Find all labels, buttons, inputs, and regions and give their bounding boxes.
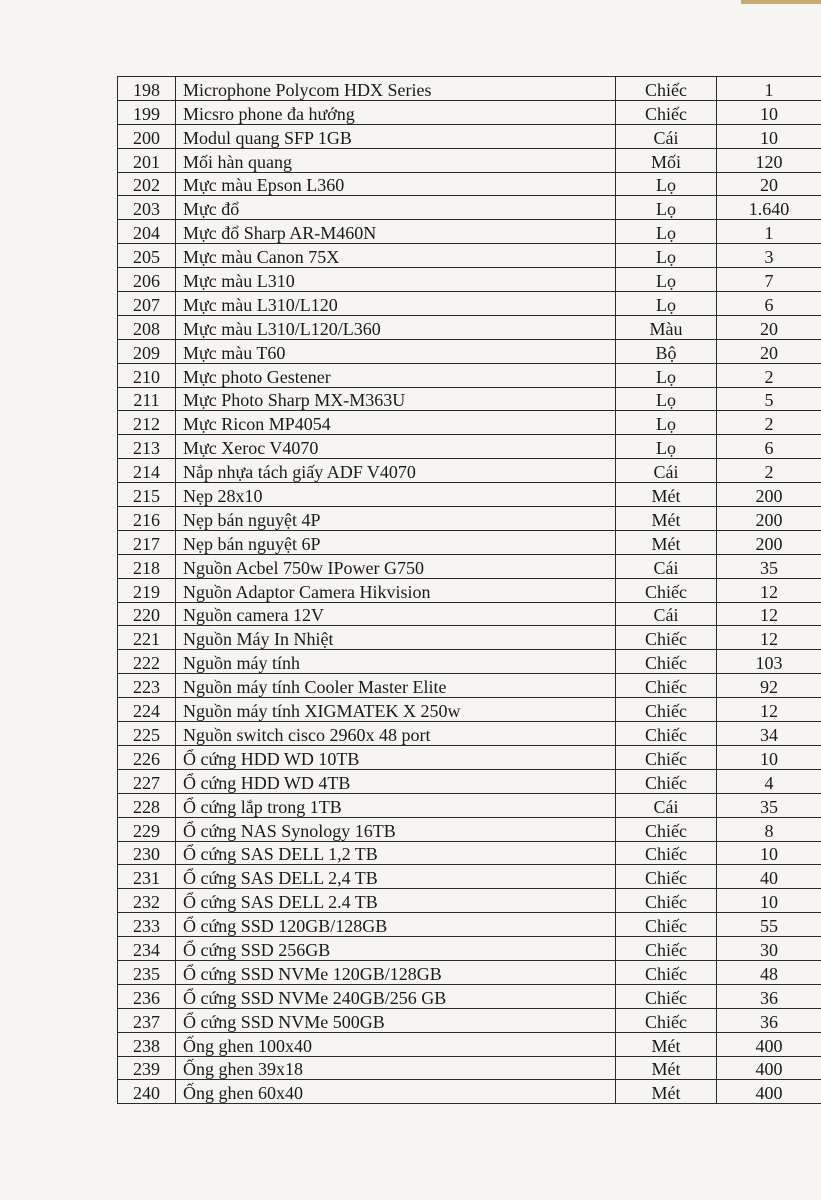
item-quantity: 2 (717, 411, 821, 435)
item-name: Nẹp bán nguyệt 4P (176, 507, 616, 531)
item-unit: Chiếc (616, 817, 717, 841)
item-name: Ổ cứng lắp trong 1TB (176, 793, 616, 817)
item-quantity: 10 (717, 124, 821, 148)
item-unit: Chiếc (616, 626, 717, 650)
table-row (118, 124, 821, 148)
item-name: Mực màu Epson L360 (176, 172, 616, 196)
item-name: Mực đổ (176, 196, 616, 220)
row-number: 203 (118, 196, 176, 220)
row-number: 223 (118, 674, 176, 698)
item-unit: Mét (616, 1056, 717, 1080)
item-unit: Bộ (616, 339, 717, 363)
table-row (118, 268, 821, 292)
row-number: 199 (118, 100, 176, 124)
item-name: Ống ghen 60x40 (176, 1080, 616, 1104)
stamp-bleed-mark (0, 555, 22, 569)
item-name: Ổ cứng SAS DELL 2.4 TB (176, 889, 616, 913)
item-quantity: 8 (717, 817, 821, 841)
item-unit: Mét (616, 1080, 717, 1104)
item-unit: Mét (616, 507, 717, 531)
item-quantity: 55 (717, 913, 821, 937)
row-number: 216 (118, 507, 176, 531)
item-name: Ổ cứng HDD WD 10TB (176, 745, 616, 769)
item-quantity: 12 (717, 626, 821, 650)
item-quantity: 1.640 (717, 196, 821, 220)
item-quantity: 12 (717, 602, 821, 626)
item-quantity: 200 (717, 530, 821, 554)
table-row (118, 148, 821, 172)
inventory-table (117, 76, 821, 1104)
item-unit: Lọ (616, 220, 717, 244)
row-number: 202 (118, 172, 176, 196)
item-name: Mực Ricon MP4054 (176, 411, 616, 435)
table-row (118, 865, 821, 889)
item-unit: Chiếc (616, 100, 717, 124)
item-name: Ổ cứng SAS DELL 2,4 TB (176, 865, 616, 889)
row-number: 217 (118, 530, 176, 554)
stamp-bleed-mark (0, 490, 22, 520)
row-number: 224 (118, 698, 176, 722)
table-row (118, 817, 821, 841)
item-quantity: 103 (717, 650, 821, 674)
row-number: 204 (118, 220, 176, 244)
table-row (118, 626, 821, 650)
item-unit: Chiếc (616, 674, 717, 698)
table-row (118, 77, 821, 101)
item-quantity: 48 (717, 960, 821, 984)
item-quantity: 6 (717, 292, 821, 316)
row-number: 219 (118, 578, 176, 602)
row-number: 201 (118, 148, 176, 172)
item-unit: Chiếc (616, 960, 717, 984)
item-name: Ống ghen 39x18 (176, 1056, 616, 1080)
item-unit: Cái (616, 793, 717, 817)
item-name: Mực màu Canon 75X (176, 244, 616, 268)
row-number: 227 (118, 769, 176, 793)
item-name: Nguồn Máy In Nhiệt (176, 626, 616, 650)
table-row (118, 889, 821, 913)
item-name: Ổ cứng SSD NVMe 120GB/128GB (176, 960, 616, 984)
item-unit: Mét (616, 1032, 717, 1056)
row-number: 230 (118, 841, 176, 865)
row-number: 240 (118, 1080, 176, 1104)
item-name: Nẹp 28x10 (176, 483, 616, 507)
table-row (118, 841, 821, 865)
row-number: 205 (118, 244, 176, 268)
item-name: Modul quang SFP 1GB (176, 124, 616, 148)
item-name: Mực đổ Sharp AR-M460N (176, 220, 616, 244)
row-number: 213 (118, 435, 176, 459)
item-name: Mực màu L310 (176, 268, 616, 292)
item-unit: Chiếc (616, 937, 717, 961)
table-row (118, 960, 821, 984)
item-unit: Chiếc (616, 77, 717, 101)
item-quantity: 200 (717, 507, 821, 531)
row-number: 226 (118, 745, 176, 769)
table-row (118, 387, 821, 411)
row-number: 228 (118, 793, 176, 817)
item-quantity: 34 (717, 722, 821, 746)
item-unit: Lọ (616, 292, 717, 316)
table-row (118, 507, 821, 531)
item-name: Mối hàn quang (176, 148, 616, 172)
row-number: 212 (118, 411, 176, 435)
table-row (118, 745, 821, 769)
item-quantity: 2 (717, 363, 821, 387)
table-row (118, 363, 821, 387)
row-number: 238 (118, 1032, 176, 1056)
row-number: 215 (118, 483, 176, 507)
item-name: Mực màu T60 (176, 339, 616, 363)
item-name: Nẹp bán nguyệt 6P (176, 530, 616, 554)
item-name: Mực Xeroc V4070 (176, 435, 616, 459)
item-unit: Chiếc (616, 745, 717, 769)
item-unit: Chiếc (616, 722, 717, 746)
row-number: 229 (118, 817, 176, 841)
row-number: 206 (118, 268, 176, 292)
row-number: 207 (118, 292, 176, 316)
item-name: Ống ghen 100x40 (176, 1032, 616, 1056)
table-row (118, 984, 821, 1008)
row-number: 210 (118, 363, 176, 387)
table-row (118, 530, 821, 554)
item-quantity: 10 (717, 841, 821, 865)
stamp-bleed-mark (0, 440, 22, 460)
item-quantity: 6 (717, 435, 821, 459)
item-unit: Chiếc (616, 984, 717, 1008)
item-quantity: 20 (717, 339, 821, 363)
table-row (118, 913, 821, 937)
row-number: 232 (118, 889, 176, 913)
row-number: 234 (118, 937, 176, 961)
row-number: 231 (118, 865, 176, 889)
item-quantity: 35 (717, 554, 821, 578)
row-number: 222 (118, 650, 176, 674)
item-quantity: 2 (717, 459, 821, 483)
item-unit: Cái (616, 554, 717, 578)
item-quantity: 5 (717, 387, 821, 411)
row-number: 225 (118, 722, 176, 746)
item-unit: Màu (616, 315, 717, 339)
item-unit: Chiếc (616, 1008, 717, 1032)
table-row (118, 1056, 821, 1080)
item-name: Ổ cứng SAS DELL 1,2 TB (176, 841, 616, 865)
table-row (118, 220, 821, 244)
row-number: 211 (118, 387, 176, 411)
item-name: Mực Photo Sharp MX-M363U (176, 387, 616, 411)
item-quantity: 20 (717, 172, 821, 196)
row-number: 198 (118, 77, 176, 101)
item-name: Nguồn Acbel 750w IPower G750 (176, 554, 616, 578)
item-unit: Chiếc (616, 578, 717, 602)
item-unit: Mối (616, 148, 717, 172)
row-number: 220 (118, 602, 176, 626)
table-row (118, 244, 821, 268)
table-row (118, 100, 821, 124)
item-quantity: 1 (717, 77, 821, 101)
item-quantity: 30 (717, 937, 821, 961)
row-number: 233 (118, 913, 176, 937)
item-name: Micsro phone đa hướng (176, 100, 616, 124)
table-row (118, 411, 821, 435)
row-number: 218 (118, 554, 176, 578)
row-number: 236 (118, 984, 176, 1008)
row-number: 235 (118, 960, 176, 984)
item-unit: Lọ (616, 411, 717, 435)
item-quantity: 35 (717, 793, 821, 817)
item-unit: Chiếc (616, 769, 717, 793)
row-number: 209 (118, 339, 176, 363)
table-row (118, 292, 821, 316)
row-number: 200 (118, 124, 176, 148)
item-name: Mực màu L310/L120/L360 (176, 315, 616, 339)
item-quantity: 36 (717, 984, 821, 1008)
table-row (118, 1008, 821, 1032)
item-quantity: 92 (717, 674, 821, 698)
item-quantity: 7 (717, 268, 821, 292)
item-quantity: 400 (717, 1080, 821, 1104)
item-name: Microphone Polycom HDX Series (176, 77, 616, 101)
row-number: 239 (118, 1056, 176, 1080)
item-quantity: 20 (717, 315, 821, 339)
item-unit: Lọ (616, 363, 717, 387)
item-name: Nguồn switch cisco 2960x 48 port (176, 722, 616, 746)
inventory-table-body (118, 77, 821, 1104)
row-number: 208 (118, 315, 176, 339)
item-unit: Lọ (616, 268, 717, 292)
table-row (118, 196, 821, 220)
item-name: Ổ cứng SSD 120GB/128GB (176, 913, 616, 937)
item-name: Ổ cứng HDD WD 4TB (176, 769, 616, 793)
table-row (118, 1080, 821, 1104)
item-unit: Chiếc (616, 865, 717, 889)
row-number: 237 (118, 1008, 176, 1032)
item-name: Ổ cứng SSD 256GB (176, 937, 616, 961)
item-quantity: 3 (717, 244, 821, 268)
item-quantity: 12 (717, 698, 821, 722)
item-quantity: 1 (717, 220, 821, 244)
item-quantity: 36 (717, 1008, 821, 1032)
table-row (118, 769, 821, 793)
table-row (118, 315, 821, 339)
item-unit: Lọ (616, 387, 717, 411)
item-quantity: 10 (717, 889, 821, 913)
item-unit: Cái (616, 124, 717, 148)
table-row (118, 698, 821, 722)
table-row (118, 578, 821, 602)
item-name: Nguồn Adaptor Camera Hikvision (176, 578, 616, 602)
row-number: 221 (118, 626, 176, 650)
item-unit: Mét (616, 530, 717, 554)
row-number: 214 (118, 459, 176, 483)
item-unit: Chiếc (616, 650, 717, 674)
table-row (118, 554, 821, 578)
item-unit: Lọ (616, 244, 717, 268)
item-unit: Lọ (616, 196, 717, 220)
item-quantity: 400 (717, 1056, 821, 1080)
item-quantity: 200 (717, 483, 821, 507)
item-name: Nguồn máy tính (176, 650, 616, 674)
table-row (118, 650, 821, 674)
table-row (118, 602, 821, 626)
item-quantity: 10 (717, 745, 821, 769)
item-name: Mực photo Gestener (176, 363, 616, 387)
item-unit: Chiếc (616, 889, 717, 913)
item-name: Ổ cứng NAS Synology 16TB (176, 817, 616, 841)
table-row (118, 1032, 821, 1056)
table-row (118, 722, 821, 746)
item-name: Nguồn máy tính Cooler Master Elite (176, 674, 616, 698)
item-quantity: 12 (717, 578, 821, 602)
item-name: Nguồn camera 12V (176, 602, 616, 626)
table-row (118, 339, 821, 363)
item-quantity: 4 (717, 769, 821, 793)
item-quantity: 10 (717, 100, 821, 124)
item-unit: Lọ (616, 435, 717, 459)
item-name: Ổ cứng SSD NVMe 240GB/256 GB (176, 984, 616, 1008)
item-quantity: 400 (717, 1032, 821, 1056)
item-unit: Chiếc (616, 841, 717, 865)
item-quantity: 120 (717, 148, 821, 172)
table-row (118, 674, 821, 698)
item-unit: Cái (616, 602, 717, 626)
table-row (118, 937, 821, 961)
table-row (118, 793, 821, 817)
item-name: Nắp nhựa tách giấy ADF V4070 (176, 459, 616, 483)
item-name: Mực màu L310/L120 (176, 292, 616, 316)
page-edge-mark (741, 0, 821, 4)
table-row (118, 459, 821, 483)
item-name: Ổ cứng SSD NVMe 500GB (176, 1008, 616, 1032)
item-unit: Lọ (616, 172, 717, 196)
item-unit: Cái (616, 459, 717, 483)
item-name: Nguồn máy tính XIGMATEK X 250w (176, 698, 616, 722)
table-row (118, 172, 821, 196)
item-unit: Chiếc (616, 698, 717, 722)
item-unit: Mét (616, 483, 717, 507)
item-unit: Chiếc (616, 913, 717, 937)
table-row (118, 483, 821, 507)
item-quantity: 40 (717, 865, 821, 889)
table-row (118, 435, 821, 459)
